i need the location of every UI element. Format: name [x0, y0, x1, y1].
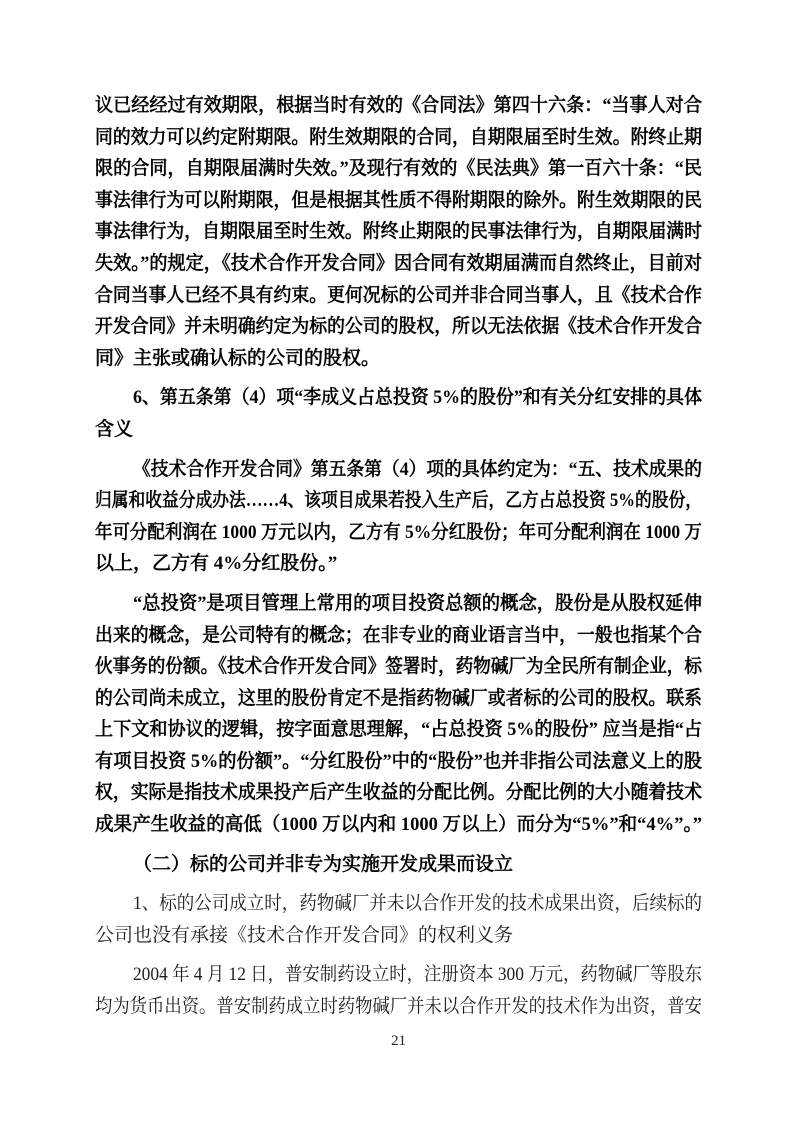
text-line: 含义 [95, 418, 134, 440]
text-line: 年可分配利润在 1000 万元以内，乙方有 5%分红股份；年可分配利润在 1000 万 [95, 521, 702, 543]
text-line: （二）标的公司并非专为实施开发成果而设立 [133, 853, 514, 875]
text-line: 开发合同》并未明确约定为标的公司的股权，所以无法依据《技术合作开发合 [95, 316, 702, 338]
text-line: 同》主张或确认标的公司的股权。 [95, 347, 381, 369]
text-line: 同的效力可以约定附期限。附生效期限的合同，自期限届至时生效。附终止期 [95, 126, 702, 148]
paragraph-company-establishment [95, 888, 702, 951]
text-line: 《技术合作开发合同》第五条第（4）项的具体约定为：“五、技术成果的 [133, 458, 702, 480]
text-line: 合同当事人已经不具有约束。更何况标的公司并非合同当事人，且《技术合作 [95, 284, 702, 306]
heading-clause-5-item-4 [95, 382, 702, 445]
text-line: 事法律行为，自期限届至时生效。附终止期限的民事法律行为，自期限届满时 [95, 221, 702, 243]
paragraph-clause-quote [95, 454, 702, 580]
text-line: 失效。”的规定，《技术合作开发合同》因合同有效期届满而自然终止，目前对 [95, 252, 702, 274]
text-line: 事法律行为可以附期限，但是根据其性质不得附期限的除外。附生效期限的民 [95, 189, 702, 211]
page-number: 21 [391, 1032, 406, 1049]
text-line: 成果产生收益的高低（1000 万以内和 1000 万以上）而分为“5%”和“4%”。” [95, 814, 702, 836]
text-line: 权，实际是指技术成果投产后产生收益的分配比例。分配比例的大小随着技术 [95, 782, 702, 804]
text-line: 1、标的公司成立时，药物碱厂并未以合作开发的技术成果出资，后续标的 [133, 893, 702, 915]
text-line: 伙事务的份额。《技术合作开发合同》签署时，药物碱厂为全民所有制企业，标 [95, 656, 702, 678]
text-line: 限的合同，自期限届满时失效。”及现行有效的《民法典》第一百六十条：“民 [95, 158, 702, 180]
text-line: 出来的概念，是公司特有的概念；在非专业的商业语言当中，一般也指某个合 [95, 624, 702, 646]
text-line: 议已经经过有效期限，根据当时有效的《合同法》第四十六条：“当事人对合 [95, 95, 702, 116]
text-line: 有项目投资 5%的份额”。“分红股份”中的“股份”也并非指公司法意义上的股 [95, 750, 702, 772]
text-line: 均为货币出资。普安制药成立时药物碱厂并未以合作开发的技术作为出资，普安 [95, 996, 702, 1018]
text-line: 6、第五条第（4）项“李成义占总投资 5%的股份”和有关分红安排的具体 [133, 387, 702, 409]
text-line: 上下文和协议的逻辑，按字面意思理解，“占总投资 5%的股份” 应当是指“占 [95, 719, 702, 741]
paragraph-puan-registration [95, 959, 702, 1022]
text-line: 2004 年 4 月 12 日，普安制药设立时，注册资本 300 万元，药物碱厂等股东 [133, 964, 702, 986]
text-line: 的公司尚未成立，这里的股份肯定不是指药物碱厂或者标的公司的股权。联系 [95, 687, 702, 709]
text-line: 公司也没有承接《技术合作开发合同》的权利义务 [95, 924, 514, 946]
paragraph-term-interpretation [95, 588, 702, 841]
text-line: 以上，乙方有 4%分红股份。” [95, 553, 338, 575]
text-line: 归属和收益分成办法……4、该项目成果若投入生产后，乙方占总投资 5%的股份， [95, 490, 702, 512]
paragraph-contract-expiry [95, 90, 702, 374]
heading-section-2 [95, 849, 702, 881]
text-line: “总投资”是项目管理上常用的项目投资总额的概念，股份是从股权延伸 [133, 592, 702, 614]
document-text-body [95, 90, 702, 1051]
